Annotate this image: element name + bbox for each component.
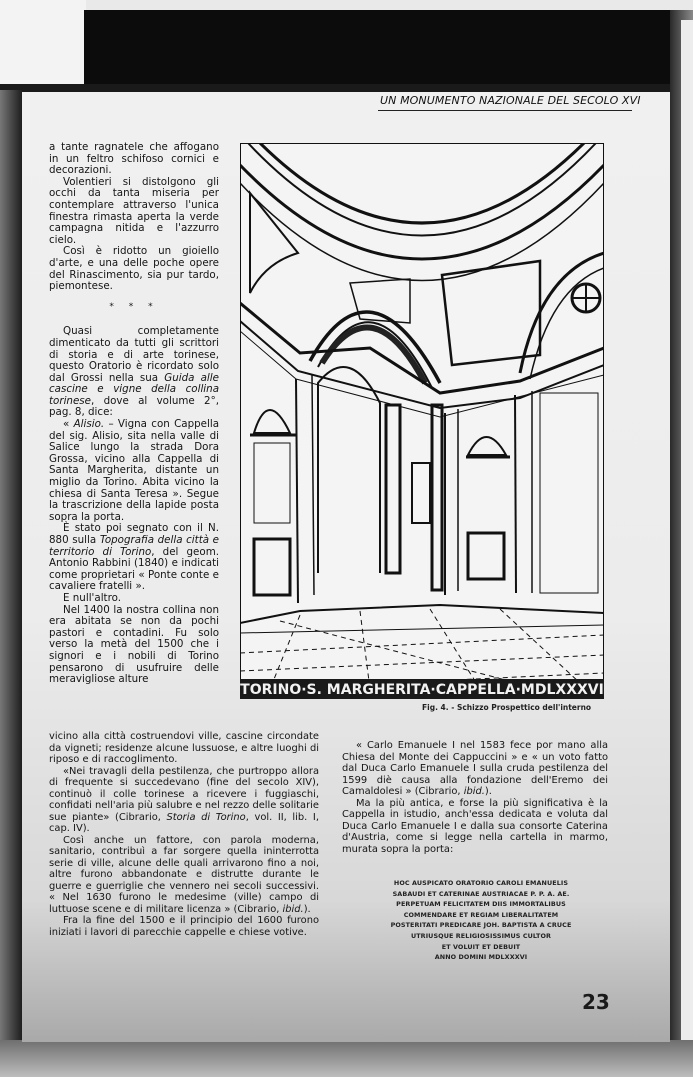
chapel-interior-sketch <box>240 143 604 699</box>
header-rule <box>378 110 632 111</box>
book-title: Topografia della città e territorio di Torino <box>49 534 219 558</box>
inscription-line: ANNO DOMINI MDLXXXVI <box>434 953 528 962</box>
paragraph: Così è ridotto un gioiello d'arte, e una delle poche opere del Rinascimento, sia pur tardo, piemontese. <box>49 245 219 293</box>
paragraph <box>49 419 219 523</box>
text-run: « Carlo Emanuele I nel 1583 fece por mano alla Chiesa del Monte dei Cappuccini » e « un voto fatto dal Duca Carlo Emanuele I sulla cruda pestilenza del 1599 diè causa alla fondazione dell'Eremo dei Camaldolesi » (Cibrario, <box>342 740 608 797</box>
inscription-line: COMMENDARE ET REGIAM LIBERALITATEM <box>403 910 559 919</box>
paragraph: Volentieri si distolgono gli occhi da tanta miseria per contemplare attraverso l'unica finestra rimasta aperta la verde campagna nitida e l'azzurro cielo. <box>49 175 219 246</box>
scan-dark-background <box>84 10 672 92</box>
scan-edge-bottom <box>0 1040 693 1077</box>
scan-corner <box>0 0 86 86</box>
text-run: , dove al volume 2°, pag. 8, dice: <box>49 394 219 419</box>
paragraph: Fra la fine del 1500 e il principio del 1600 furono iniziati i lavori di parecchie cappelle e chiese votive. <box>49 915 319 938</box>
paragraph <box>49 766 319 835</box>
text-run: È stato poi segnato con il N. 880 sulla <box>49 522 219 546</box>
latin-inscription <box>350 878 612 963</box>
scan-edge-left <box>0 90 22 1077</box>
text-run: « <box>63 418 74 431</box>
figure-caption <box>422 703 591 712</box>
lower-left-column <box>49 731 319 938</box>
text-run: , vol. II, lib. I, cap. IV). <box>49 811 319 834</box>
text-run: , del geom. Antonio Rabbini (1840) e indicati come proprietari « Ponte conte e cavaliere fratelli ». <box>49 545 219 593</box>
inscription-line: POSTERITATI PREDICARE JOH. BAPTISTA A CRUCE <box>390 921 572 930</box>
inscription-line: UTRIUSQUE RELIGIOSISSIMUS CULTOR <box>410 931 552 940</box>
paragraph <box>342 740 608 798</box>
text-run: – Vigna con Cappella del sig. Alisio, sita nella valle di Salice lungo la strada Dora Grossa, vicino alla Cappella di Santa Margherita, distante un miglio da Torino. Abita vicino la chiesa di Santa Teresa ». Segue la trascrizione della lapide posta sopra la porta. <box>49 418 220 523</box>
scan-edge-right-light <box>681 20 693 1077</box>
paragraph: a tante ragnatele che affogano in un feltro schifoso cornici e decorazioni. <box>49 141 219 177</box>
paragraph <box>49 835 319 916</box>
caption-text: Schizzo Prospettico dell'interno <box>456 703 592 712</box>
citation: ibid. <box>282 903 304 915</box>
paragraph: Ma la più antica, e forse la più significativa è la Cappella in istudio, anch'essa dedicata e voluta dal Duca Carlo Emanuele I e dalla sua consorte Caterina d'Austria, come si legge nella cartella in marmo, murata sopra la porta: <box>342 797 608 855</box>
text-run: Così anche un fattore, con parola moderna, sanitario, contribuì a far sorgere quella ininterrotta serie di ville, alcune delle quali arrivarono fino a noi, altre furono abbandonate e distrutte durante le guerre e guerriglie che vennero nei secoli successivi. « Nel 1630 furono le medesime (ville) campo di luttuose scene e di militare licenza » (Cibrario, <box>49 834 319 915</box>
caption-number: Fig. 4. - <box>422 703 455 712</box>
section-separator: * * * <box>109 301 159 312</box>
page-number: 23 <box>582 990 610 1014</box>
paragraph: E null'altro. <box>63 591 121 604</box>
inscription-line: SABAUDI ET CATERINAE AUSTRIACAE P. P. A. AE. <box>392 889 570 898</box>
running-header: UN MONUMENTO NAZIONALE DEL SECOLO XVI <box>380 94 641 107</box>
paragraph <box>49 326 219 419</box>
paragraph: vicino alla città costruendovi ville, cascine circondate da vigneti; residenze alcune lussuose, e altre luoghi di riposo e di raccoglimento. <box>49 731 319 765</box>
right-column <box>342 740 608 855</box>
entry-name: Alisio. <box>73 418 105 431</box>
figure-banner: TORINO·S. MARGHERITA·CAPPELLA·MDLXXXVI <box>240 682 604 698</box>
text-run: ). <box>484 786 492 797</box>
inscription-line: HOC AUSPICATO ORATORIO CAROLI EMANUELIS <box>393 879 569 887</box>
inscription-line: ET VOLUIT ET DEBUIT <box>441 942 521 951</box>
left-column <box>49 142 219 686</box>
text-run: «Nei travagli della pestilenza, che purtroppo allora di frequente si succedevano (fine del secolo XIV), continuò il colle torinese a ricevere i fuggiaschi, confidati nell'aria più salubre e nel rezzo delle solitarie sue piante» (Cibrario, <box>49 765 319 823</box>
paragraph <box>49 523 219 593</box>
text-run: ). <box>303 903 311 915</box>
text-run: Quasi completamente dimenticato da tutti gli scrittori di storia e di arte torinese, questo Oratorio è ricordato solo dal Grossi nella sua <box>49 325 219 384</box>
book-title: Storia di Torino <box>166 811 246 823</box>
citation: ibid. <box>463 786 485 797</box>
inscription-line: PERPETUAM FELICITATEM DIIS IMMORTALIBUS <box>396 900 566 909</box>
book-title: Guida alle cascine e vigne della collina torinese <box>49 371 219 407</box>
paragraph: Nel 1400 la nostra collina non era abitata se non da pochi pastori e contadini. Fu solo verso la metà del 1500 che i signori e i nobili di Torino pensarono di usufruire delle meravigliose alture <box>49 603 219 686</box>
